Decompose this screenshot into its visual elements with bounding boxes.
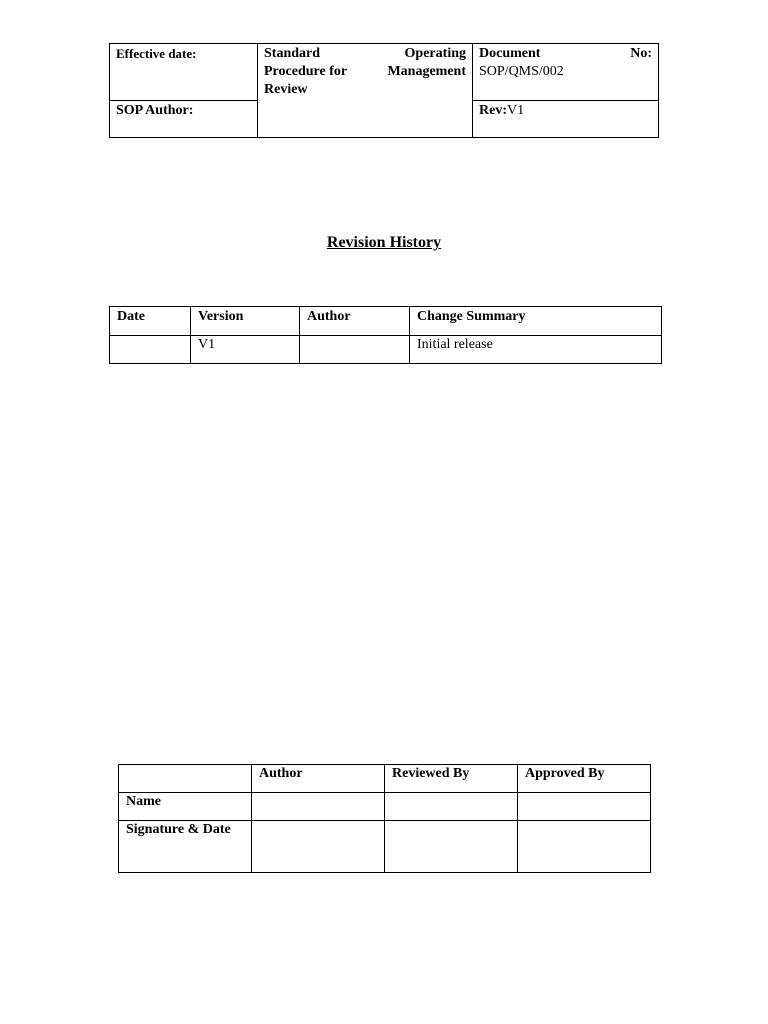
column-header-blank [119,765,252,793]
revision-history-table [109,306,662,364]
row-label-name: Name [119,793,252,821]
cell-name-author [252,793,385,821]
effective-date-label: Effective date: [116,46,197,61]
cell-change-summary: Initial release [410,336,662,364]
column-header-approved-by: Approved By [518,765,651,793]
row-label-signature-date: Signature & Date [119,821,252,873]
table-row [110,336,662,364]
title-word-procedure-for: Procedure for [264,64,348,79]
sop-header-table [109,43,659,138]
title-word-management: Management [387,64,466,79]
table-row [119,793,651,821]
rev-label: Rev: [479,103,507,118]
title-word-review: Review [264,82,308,97]
column-header-date: Date [110,307,191,336]
title-word-standard: Standard [264,46,321,61]
cell-signature-approved-by [518,821,651,873]
column-header-version: Version [191,307,300,336]
document-number-value: SOP/QMS/002 [479,64,564,79]
sop-author-cell [110,101,258,138]
revision-cell [473,101,659,138]
document-number-cell [473,44,659,101]
cell-author [300,336,410,364]
sop-author-label: SOP Author: [116,103,194,118]
effective-date-cell [110,44,258,101]
cell-signature-reviewed-by [385,821,518,873]
cell-date [110,336,191,364]
document-no-label: No: [630,46,652,61]
cell-name-reviewed-by [385,793,518,821]
title-word-operating: Operating [404,46,466,61]
table-row [119,821,651,873]
column-header-author: Author [252,765,385,793]
table-header-row [119,765,651,793]
table-header-row [110,307,662,336]
sop-title-cell [258,44,473,138]
cell-version: V1 [191,336,300,364]
revision-history-title: Revision History [326,234,442,251]
approval-table [118,764,651,873]
cell-name-approved-by [518,793,651,821]
column-header-reviewed-by: Reviewed By [385,765,518,793]
column-header-change-summary: Change Summary [410,307,662,336]
column-header-author: Author [300,307,410,336]
rev-value: V1 [507,103,525,118]
document-label: Document [479,46,541,61]
cell-signature-author [252,821,385,873]
